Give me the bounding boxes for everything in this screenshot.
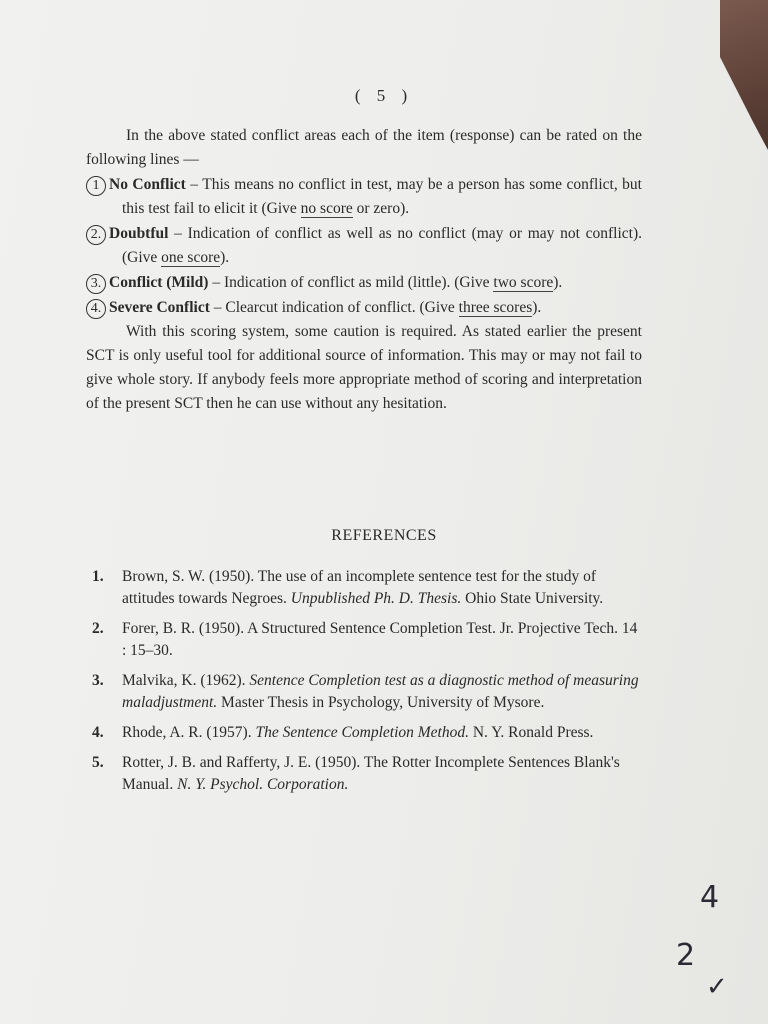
rating-item <box>86 173 642 221</box>
rating-text: – Indication of conflict as well as no conflict (may or may not conflict). (Give <box>122 225 642 266</box>
rating-term: Doubtful <box>109 225 169 242</box>
rating-number: 4. <box>86 299 106 319</box>
rating-text-end: ). <box>532 299 542 316</box>
page-number: ( 5 ) <box>354 86 414 105</box>
reference-title: Unpublished Ph. D. Thesis. <box>290 590 462 607</box>
rating-text: – Indication of conflict as mild (little). (Give <box>208 274 494 291</box>
rating-number: 3. <box>86 274 106 294</box>
reference-number: 3. <box>92 672 104 689</box>
rating-item <box>86 222 642 270</box>
rating-score: one score <box>161 249 221 266</box>
rating-term: Severe Conflict <box>109 299 210 316</box>
rating-score: three scores <box>458 299 533 316</box>
rating-number: 2. <box>86 225 106 245</box>
reference-title: Sentence Completion test as a diagnostic method of measuring maladjustment. <box>122 672 639 711</box>
rating-score: no score <box>300 200 353 217</box>
body-text <box>86 124 642 416</box>
reference-title: The Sentence Completion Method. <box>255 724 469 741</box>
reference-number: 2. <box>92 620 104 637</box>
reference-source: Ohio State University. <box>461 590 604 607</box>
closing-paragraph: With this scoring system, some caution is required. As stated earlier the present SCT is only useful tool for additional source of information. This may or may not fail to give whole story. If anybody feels more appropriate method of scoring and interpretation of the present SCT then he can use without any hesitation. <box>86 323 642 412</box>
rating-score: two score <box>493 274 554 291</box>
rating-text-end: or zero). <box>352 200 410 217</box>
reference-text: Rotter, J. B. and Rafferty, J. E. (1950). The Rotter Incomplete Sentences Blank's Manual. <box>122 754 620 793</box>
reference-item <box>92 722 644 744</box>
rating-item <box>86 296 642 320</box>
reference-text: Rhode, A. R. (1957). <box>122 724 256 741</box>
reference-source: N. Y. Ronald Press. <box>468 724 594 741</box>
reference-text: Forer, B. R. (1950). A Structured Sentence Completion Test. Jr. Projective Tech. 14 : 15–30. <box>122 620 638 659</box>
rating-item <box>86 271 642 295</box>
handwritten-mark: 2 <box>676 938 696 973</box>
reference-number: 1. <box>92 568 104 585</box>
rating-text-end: ). <box>553 274 563 291</box>
reference-item <box>92 566 644 610</box>
rating-text: – Clearcut indication of conflict. (Give <box>209 299 459 316</box>
handwritten-mark: 4 <box>700 880 720 915</box>
references-heading: REFERENCES <box>331 527 437 544</box>
references-list <box>92 566 644 804</box>
rating-text: – This means no conflict in test, may be a person has some conflict, but this test fail to elicit it (Give <box>122 176 642 217</box>
rating-term: No Conflict <box>109 176 186 193</box>
handwritten-checkmark: ✓ <box>706 972 728 1002</box>
reference-item <box>92 752 644 796</box>
reference-item <box>92 670 644 714</box>
background-corner <box>720 0 768 150</box>
rating-term: Conflict (Mild) <box>109 274 209 291</box>
reference-number: 5. <box>92 754 104 771</box>
rating-text-end: ). <box>220 249 230 266</box>
reference-number: 4. <box>92 724 104 741</box>
intro-paragraph: In the above stated conflict areas each of the item (response) can be rated on the following lines — <box>86 127 642 168</box>
reference-source: Master Thesis in Psychology, University of Mysore. <box>217 694 545 711</box>
reference-text: Malvika, K. (1962). <box>122 672 250 689</box>
reference-text: Brown, S. W. (1950). The use of an incomplete sentence test for the study of attitudes towards Negroes. <box>122 568 597 607</box>
reference-title: N. Y. Psychol. Corporation. <box>177 776 349 793</box>
reference-item <box>92 618 644 662</box>
rating-number: 1 <box>86 176 106 196</box>
